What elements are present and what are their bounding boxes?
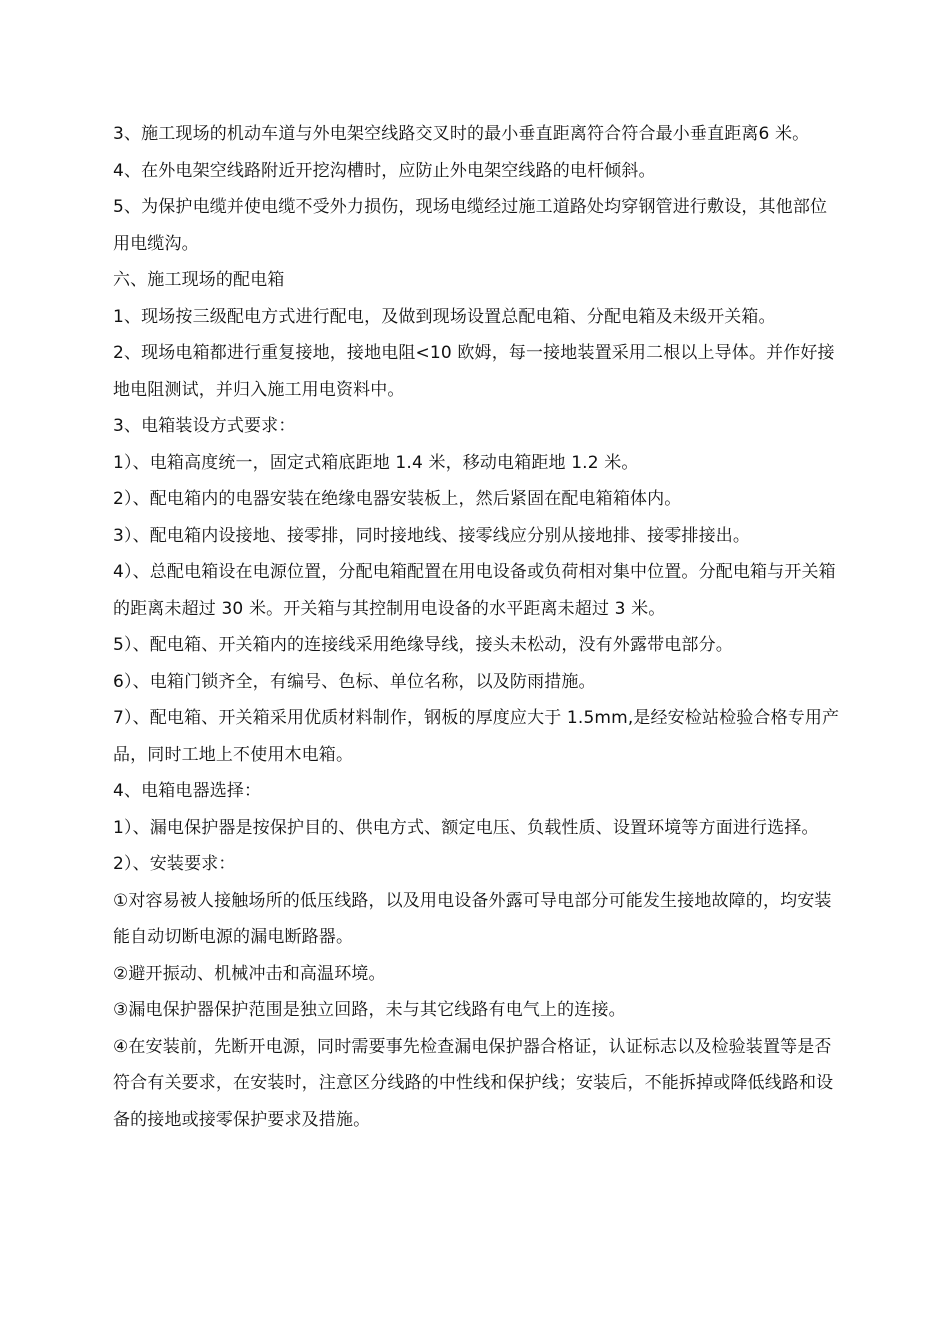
subheading-installation: 3、电箱装设方式要求： — [113, 416, 296, 436]
paragraph-5: 1、现场按三级配电方式进行配电，及做到现场设置总配电箱、分配电箱及未级开关箱。 — [113, 306, 776, 327]
paragraph-14: 7）、配电箱、开关箱采用优质材料制作，钢板的厚度应大于 1.5mm,是经安检站检验合格专用产品，同时工地上不使用木电箱。 — [113, 708, 840, 765]
paragraph-12: 5）、配电箱、开关箱内的连接线采用绝缘导线，接头未松动，没有外露带电部分。 — [113, 635, 733, 655]
subheading-requirements: 2）、安装要求： — [113, 854, 236, 874]
document-body — [113, 116, 840, 1138]
paragraph-9: 2）、配电箱内的电器安装在绝缘电器安装板上，然后紧固在配电箱箱体内。 — [113, 489, 682, 509]
paragraph-6: 2、现场电箱都进行重复接地，接地电阻<10 欧姆，每一接地装置采用二根以上导体。并作好接地电阻测试，并归入施工用电资料中。 — [113, 343, 835, 400]
paragraph-18: ①对容易被人接触场所的低压线路，以及用电设备外露可导电部分可能发生接地故障的，均安装能自动切断电源的漏电断路器。 — [113, 890, 832, 947]
paragraph-20: ③漏电保护器保护范围是独立回路，未与其它线路有电气上的连接。 — [113, 1000, 626, 1020]
paragraph-8: 1）、电箱高度统一，固定式箱底距地 1.4 米，移动电箱距地 1.2 米。 — [113, 452, 639, 473]
paragraph-19: ②避开振动、机械冲击和高温环境。 — [113, 963, 386, 984]
paragraph-13: 6）、电箱门锁齐全，有编号、色标、单位名称，以及防雨措施。 — [113, 671, 596, 692]
paragraph-1: 3、施工现场的机动车道与外电架空线路交叉时的最小垂直距离符合符合最小垂直距离6 米。 — [113, 124, 810, 144]
paragraph-10: 3）、配电箱内设接地、接零排，同时接地线、接零线应分别从接地排、接零排接出。 — [113, 525, 751, 546]
subheading-selection: 4、电箱电器选择： — [113, 781, 262, 801]
section-heading: 六、施工现场的配电箱 — [113, 270, 285, 290]
paragraph-11: 4）、总配电箱设在电源位置，分配电箱配置在用电设备或负荷相对集中位置。分配电箱与开关箱的距离未超过 30 米。开关箱与其控制用电设备的水平距离未超过 3 米。 — [113, 562, 836, 619]
paragraph-3: 5、为保护电缆并使电缆不受外力损伤，现场电缆经过施工道路处均穿钢管进行敷设，其他部位用电缆沟。 — [113, 197, 828, 254]
paragraph-2: 4、在外电架空线路附近开挖沟槽时，应防止外电架空线路的电杆倾斜。 — [113, 160, 656, 181]
paragraph-16: 1）、漏电保护器是按保护目的、供电方式、额定电压、负载性质、设置环境等方面进行选择。 — [113, 817, 819, 838]
paragraph-21: ④在安装前，先断开电源，同时需要事先检查漏电保护器合格证，认证标志以及检验装置等是否符合有关要求，在安装时，注意区分线路的中性线和保护线；安装后，不能拆掉或降低线路和设备的接地或接零保护要求及措施。 — [113, 1036, 834, 1130]
